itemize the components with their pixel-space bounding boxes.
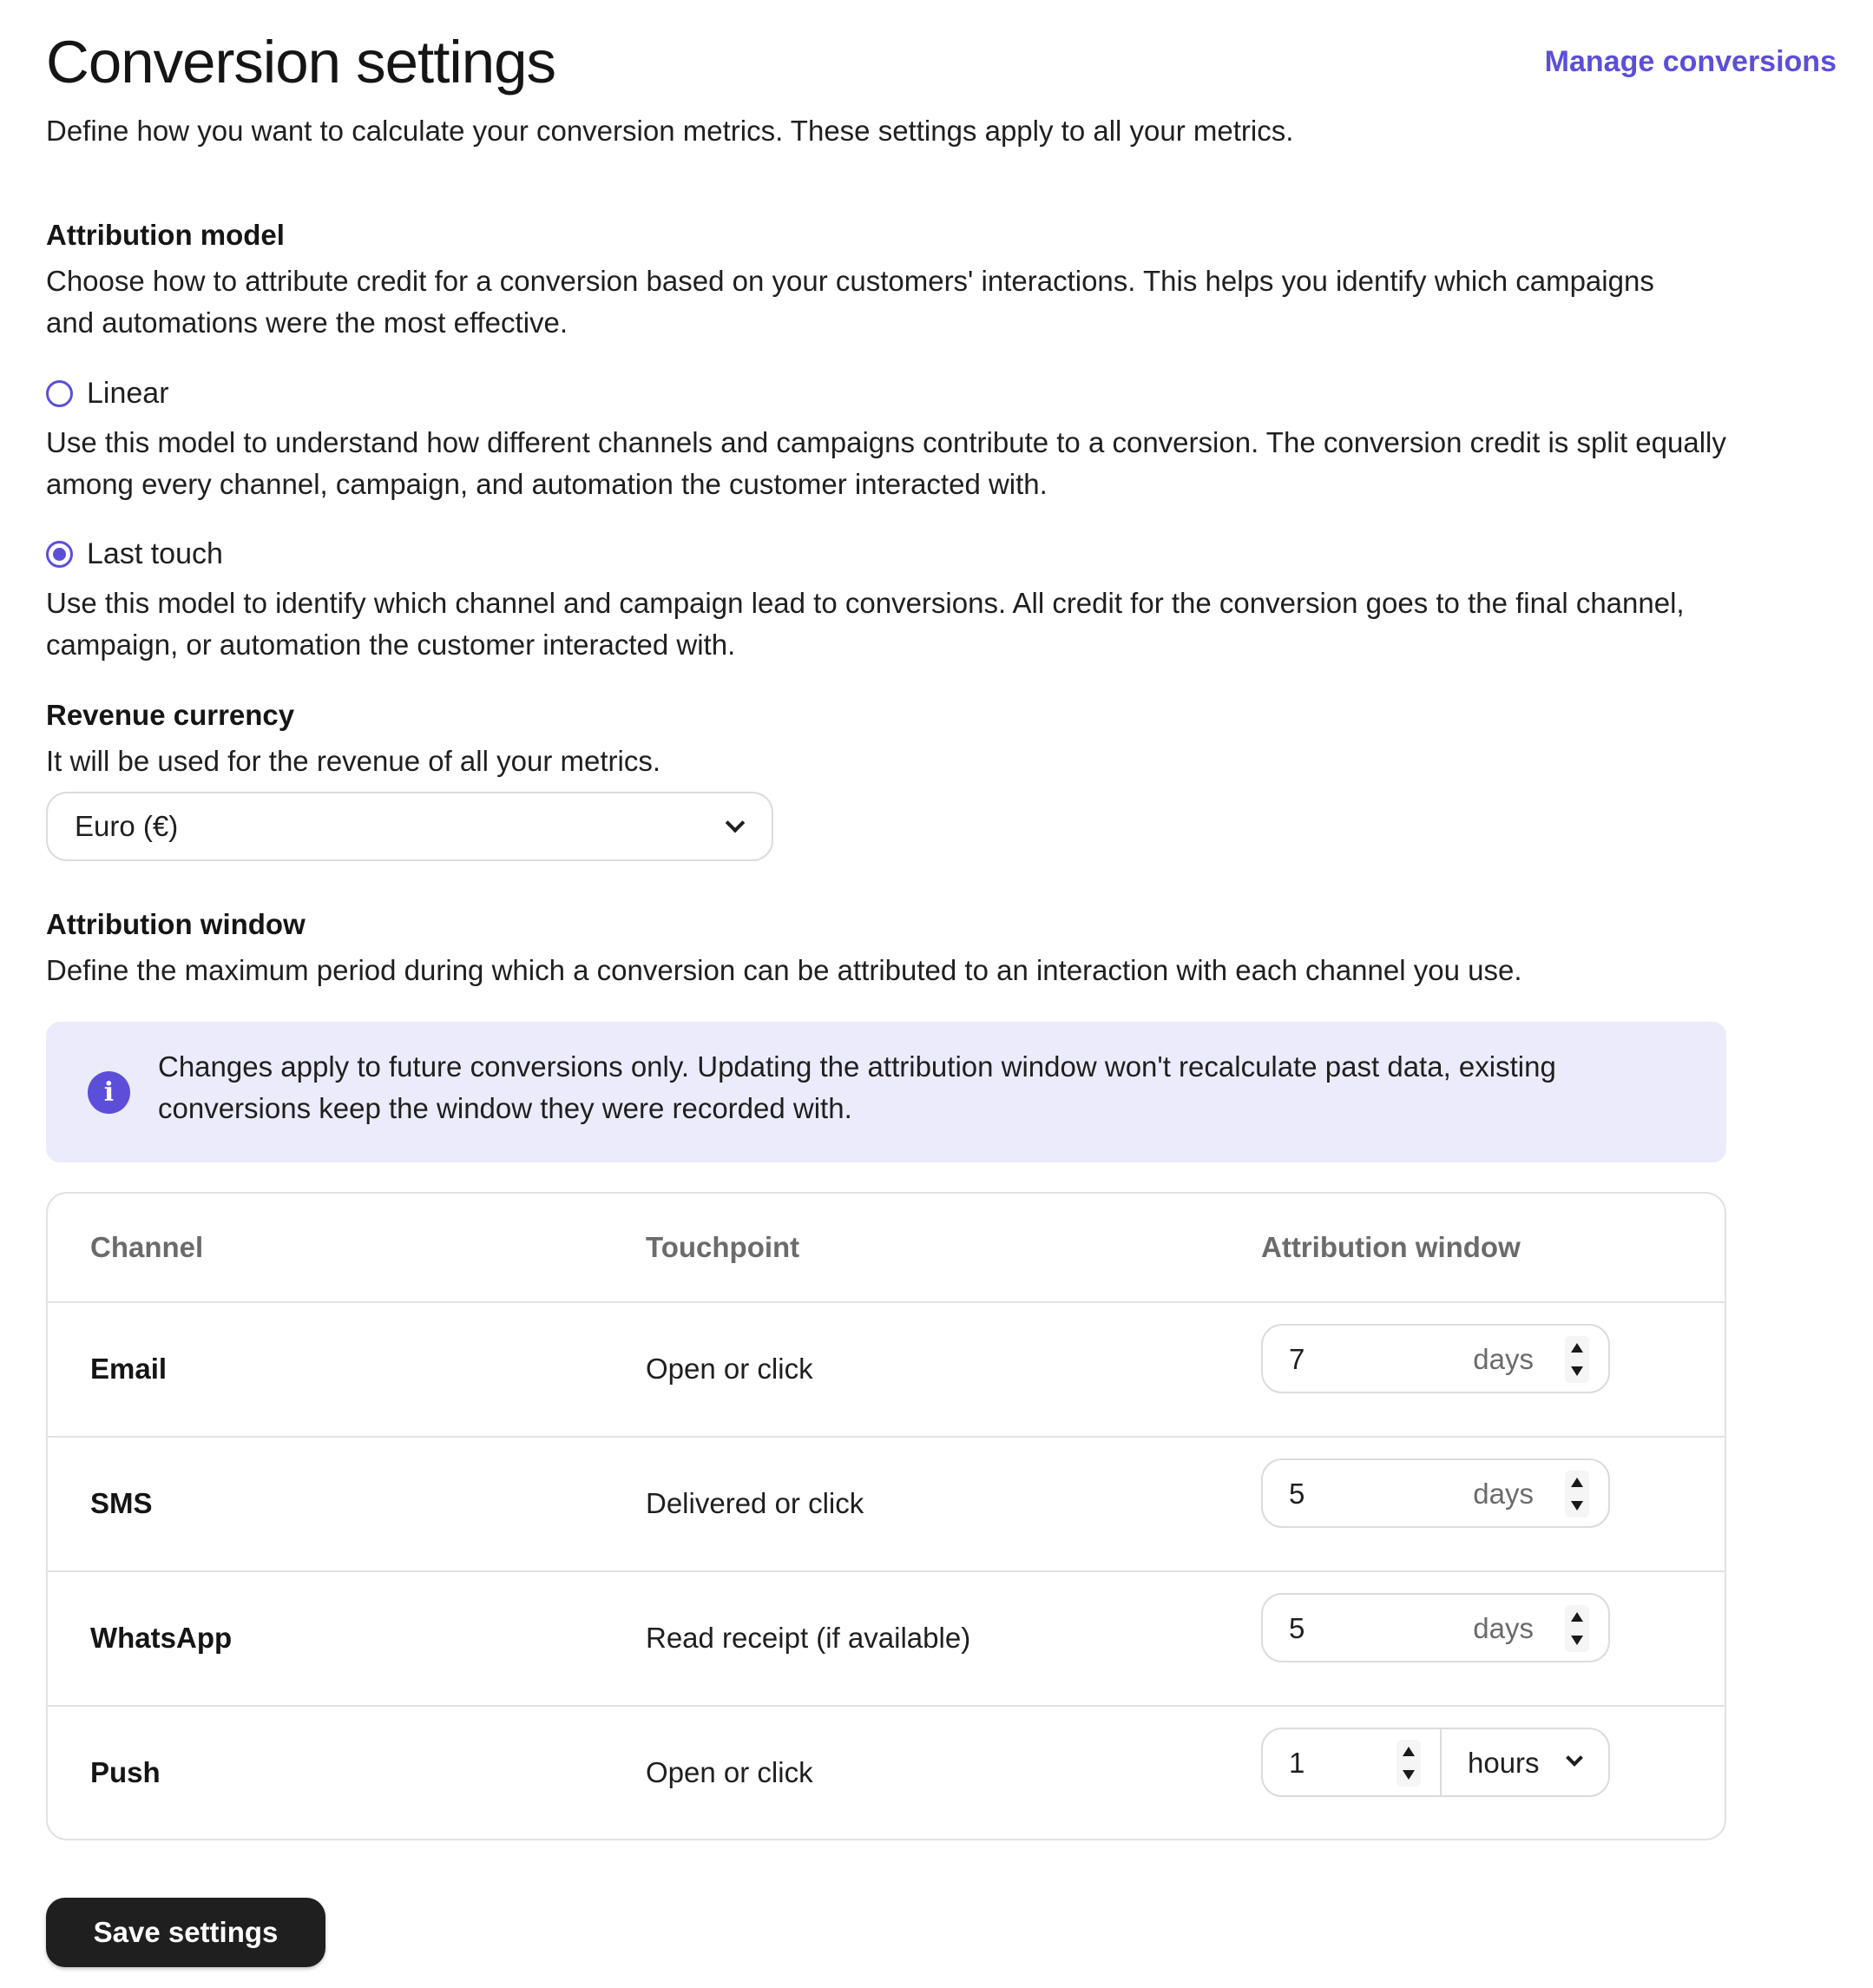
channel-name: Push (90, 1756, 161, 1788)
currency-select-value: Euro (€) (75, 810, 179, 842)
column-header-touchpoint: Touchpoint (646, 1231, 800, 1263)
table-row (48, 1707, 1725, 1840)
table-header (48, 1194, 1725, 1303)
sms-window-input[interactable] (1261, 1458, 1610, 1528)
channel-name: SMS (90, 1487, 153, 1519)
touchpoint: Open or click (646, 1353, 813, 1385)
page-subtitle: Define how you want to calculate your conversion metrics. These settings apply to all your metrics. (46, 115, 1294, 147)
stepper-up-icon[interactable] (1571, 1343, 1583, 1353)
window-value[interactable]: 7 (1289, 1343, 1305, 1375)
number-stepper[interactable] (1397, 1740, 1421, 1787)
attribution-window-description: Define the maximum period during which a conversion can be attributed to an interaction with each channel you use. (46, 954, 1522, 986)
table-row (48, 1438, 1725, 1572)
window-value[interactable]: 5 (1289, 1612, 1305, 1644)
attribution-window-heading: Attribution window (46, 908, 306, 940)
save-settings-button[interactable]: Save settings (46, 1898, 325, 1967)
radio-unselected-icon[interactable] (46, 380, 73, 407)
radio-selected-icon[interactable] (46, 541, 73, 568)
window-value[interactable]: 5 (1289, 1478, 1305, 1510)
touchpoint: Delivered or click (646, 1487, 864, 1519)
column-header-channel: Channel (90, 1231, 204, 1263)
number-stepper[interactable] (1565, 1605, 1589, 1652)
stepper-down-icon[interactable] (1571, 1366, 1583, 1376)
attribution-window-table (46, 1192, 1726, 1840)
touchpoint: Read receipt (if available) (646, 1622, 971, 1654)
touchpoint: Open or click (646, 1756, 813, 1788)
column-header-attribution-window: Attribution window (1261, 1231, 1521, 1263)
attribution-model-description: Choose how to attribute credit for a conversion based on your customers' interactions. This helps you identify which campaigns and automations were the most effective. (46, 265, 1654, 339)
currency-select[interactable] (46, 792, 773, 861)
push-window-input[interactable] (1261, 1728, 1610, 1797)
stepper-down-icon[interactable] (1403, 1770, 1415, 1780)
email-window-input[interactable] (1261, 1324, 1610, 1393)
stepper-up-icon[interactable] (1403, 1747, 1415, 1756)
revenue-currency-description: It will be used for the revenue of all your metrics. (46, 745, 660, 777)
stepper-up-icon[interactable] (1571, 1478, 1583, 1487)
number-stepper[interactable] (1565, 1471, 1589, 1517)
window-value[interactable]: 1 (1289, 1747, 1305, 1779)
number-stepper[interactable] (1565, 1336, 1589, 1383)
window-unit: days (1473, 1343, 1534, 1375)
radio-linear[interactable] (46, 377, 169, 411)
stepper-down-icon[interactable] (1571, 1501, 1583, 1511)
table-row (48, 1303, 1725, 1438)
revenue-currency-heading: Revenue currency (46, 699, 295, 731)
info-icon: i (88, 1071, 130, 1114)
channel-name: Email (90, 1353, 168, 1385)
last-touch-description: Use this model to identify which channel and campaign lead to conversions. All credit for the conversion goes to the final channel, campaign, or automation the customer interacted with. (46, 587, 1685, 661)
window-unit: days (1473, 1612, 1534, 1644)
chevron-down-icon[interactable] (1566, 1749, 1583, 1767)
stepper-down-icon[interactable] (1571, 1636, 1583, 1645)
whatsapp-window-input[interactable] (1261, 1593, 1610, 1662)
radio-last-touch[interactable] (46, 537, 223, 571)
radio-linear-label: Linear (87, 377, 169, 410)
radio-last-touch-label: Last touch (87, 537, 223, 570)
channel-name: WhatsApp (90, 1622, 233, 1654)
unit-select-value[interactable]: hours (1468, 1747, 1540, 1779)
chevron-down-icon (726, 813, 746, 833)
info-banner (46, 1022, 1726, 1162)
page-title: Conversion settings (46, 29, 555, 95)
info-banner-text: Changes apply to future conversions only. Updating the attribution window won't recalculate past data, existing conversions keep the window they were recorded with. (158, 1050, 1556, 1124)
table-row (48, 1572, 1725, 1707)
stepper-up-icon[interactable] (1571, 1612, 1583, 1622)
manage-conversions-link[interactable]: Manage conversions (1544, 45, 1837, 78)
window-unit: days (1473, 1478, 1534, 1510)
input-divider (1440, 1729, 1442, 1795)
linear-description: Use this model to understand how different channels and campaigns contribute to a conversion. The conversion credit is split equally among every channel, campaign, and automation the customer interacted with. (46, 426, 1726, 500)
attribution-model-heading: Attribution model (46, 219, 285, 251)
